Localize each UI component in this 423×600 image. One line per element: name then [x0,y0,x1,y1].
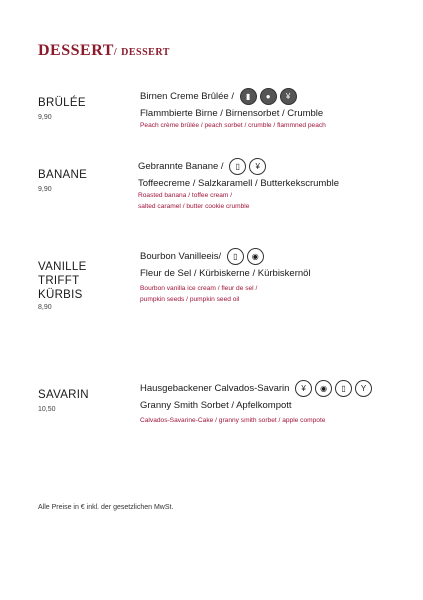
dessert-price: 8,90 [38,304,52,311]
dessert-price: 9,90 [38,186,52,193]
dessert-name-block [38,96,86,121]
dessert-name-block [38,260,87,311]
dessert-name: VANILLE [38,261,87,273]
egg-icon: ● [260,88,277,105]
dessert-name-block [38,388,89,413]
dessert-name: KÜRBIS [38,289,83,301]
description-de-text: Birnen Creme Brûlée / [140,91,234,103]
description-en-line: Peach crème brûlée / peach sorbet / crumble / flammned peach [140,122,326,129]
description-de-line [140,380,372,397]
description-en-line: pumpkin seeds / pumpkin seed oil [140,296,240,303]
title-subtitle: DESSERT [121,47,170,58]
title-separator: / [113,47,118,58]
dessert-description [140,88,326,131]
dessert-description [140,248,311,305]
dessert-name: SAVARIN [38,389,89,401]
dessert-name: BANANE [38,169,88,181]
wheat-icon: ¥ [295,380,312,397]
milk-icon: ▯ [335,380,352,397]
dessert-description [138,158,339,212]
dessert-name: TRIFFT [38,275,80,287]
description-de-text: Bourbon Vanilleeis/ [140,251,222,263]
egg-icon: ◉ [315,380,332,397]
description-en-line: salted caramel / butter cookie crumble [138,203,250,210]
description-de-line [140,88,326,105]
milk-icon: ▯ [227,248,244,265]
menu-title [38,42,170,60]
dessert-name: BRÜLÉE [38,97,86,109]
description-en-line: Roasted banana / toffee cream / [138,192,233,199]
description-de-line [138,158,339,175]
dessert-name-block [38,168,87,193]
description-de-line: Toffeecreme / Salzkaramell / Butterkekscrumble [138,178,339,189]
allergen-icons [229,158,266,175]
description-en-line: Bourbon vanilla ice cream / fleur de sel / [140,285,258,292]
description-de-line: Fleur de Sel / Kürbiskerne / Kürbiskernöl [140,268,311,279]
egg-icon: ◉ [247,248,264,265]
milk-icon: ▯ [229,158,246,175]
wheat-icon: ¥ [280,88,297,105]
description-de-line: Flammbierte Birne / Birnensorbet / Crumble [140,108,324,119]
dessert-price: 10,50 [38,406,56,413]
allergen-icons [240,88,297,105]
allergen-icons [227,248,264,265]
description-de-text: Hausgebackener Calvados-Savarin [140,383,290,395]
description-de-text: Gebrannte Banane / [138,161,224,173]
allergen-icons [295,380,372,397]
price-footnote: Alle Preise in € inkl. der gesetzlichen MwSt. [38,504,174,511]
wheat-icon: ¥ [249,158,266,175]
description-de-line: Granny Smith Sorbet / Apfelkompott [140,400,292,411]
alcohol-icon: Y [355,380,372,397]
description-en-line: Calvados-Savarine-Cake / granny smith sorbet / apple compote [140,417,326,424]
dessert-price: 9,90 [38,114,52,121]
title-main: DESSERT [38,42,114,59]
dessert-description [140,380,372,426]
description-de-line [140,248,311,265]
milk-icon: ▮ [240,88,257,105]
